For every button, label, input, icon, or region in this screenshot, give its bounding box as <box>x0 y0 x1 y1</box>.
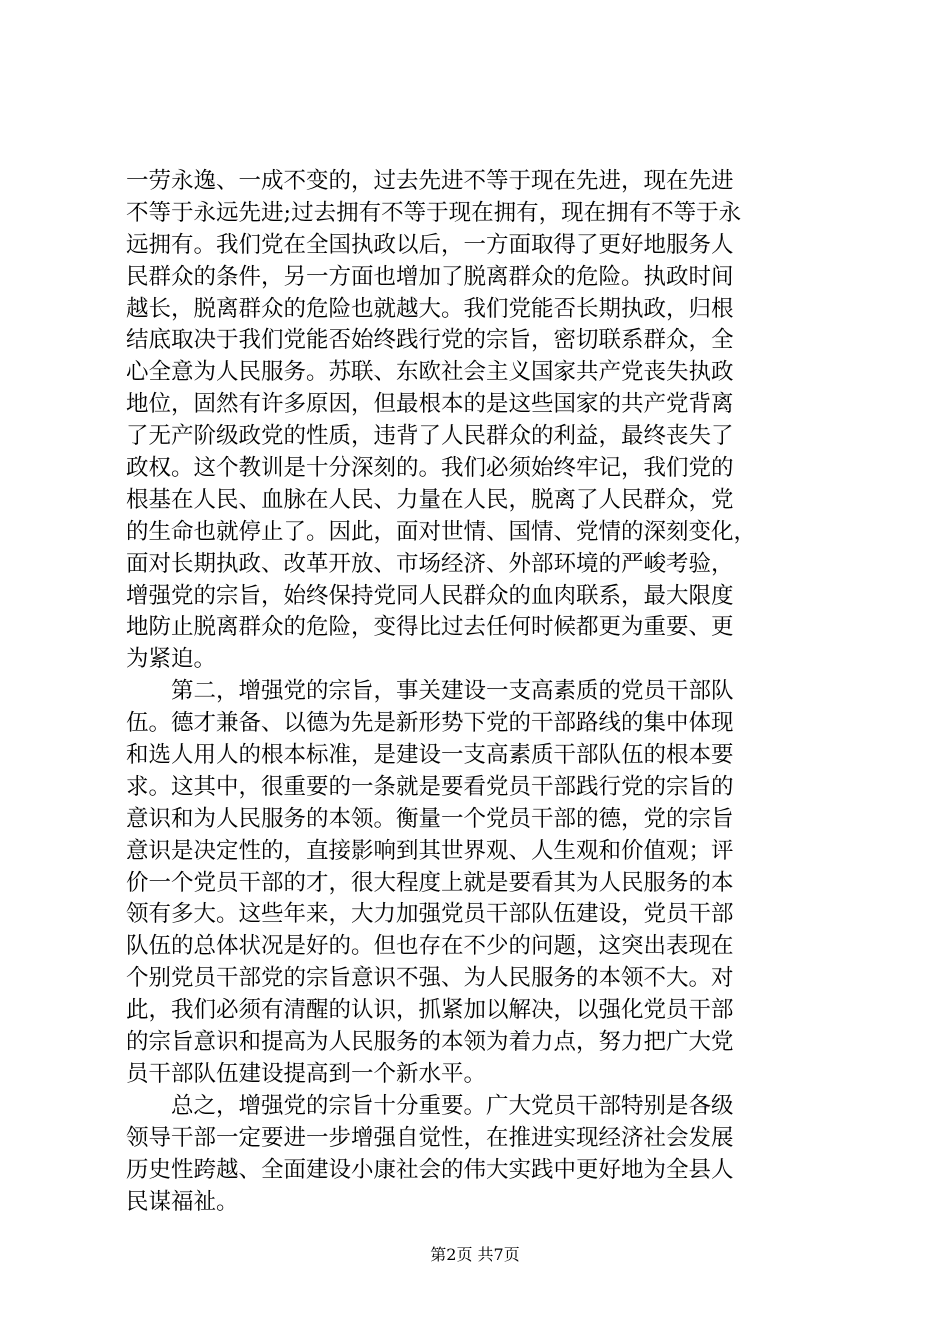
text-line: 领导干部一定要进一步增强自觉性，在推进实现经济社会发展 <box>126 1124 734 1151</box>
text-line: 意识和为人民服务的本领。衡量一个党员干部的德，党的宗旨 <box>126 805 734 832</box>
text-line: 意识是决定性的，直接影响到其世界观、人生观和价值观；评 <box>126 837 734 864</box>
text-line: 面对长期执政、改革开放、市场经济、外部环境的严峻考验， <box>126 550 734 577</box>
text-line: 伍。德才兼备、以德为先是新形势下党的干部路线的集中体现 <box>126 710 734 737</box>
text-line: 了无产阶级政党的性质，违背了人民群众的利益，最终丧失了 <box>126 423 734 450</box>
text-line: 的宗旨意识和提高为人民服务的本领为着力点，努力把广大党 <box>126 1029 734 1056</box>
text-line: 远拥有。我们党在全国执政以后，一方面取得了更好地服务人 <box>126 231 734 258</box>
text-line: 历史性跨越、全面建设小康社会的伟大实践中更好地为全县人 <box>126 1156 734 1183</box>
text-line: 越长，脱离群众的危险也就越大。我们党能否长期执政，归根 <box>126 295 734 322</box>
text-line: 领有多大。这些年来，大力加强党员干部队伍建设，党员干部 <box>126 901 734 928</box>
text-line: 心全意为人民服务。苏联、东欧社会主义国家共产党丧失执政 <box>126 359 734 386</box>
text-line: 地位，固然有许多原因，但最根本的是这些国家的共产党背离 <box>126 391 734 418</box>
text-line: 地防止脱离群众的危险，变得比过去任何时候都更为重要、更 <box>126 614 734 641</box>
text-line: 为紧迫。 <box>126 646 217 673</box>
text-line: 的生命也就停止了。因此，面对世情、国情、党情的深刻变化， <box>126 518 757 545</box>
body-text <box>126 166 846 1218</box>
text-line: 队伍的总体状况是好的。但也存在不少的问题，这突出表现在 <box>126 933 734 960</box>
text-line: 第二，增强党的宗旨，事关建设一支高素质的党员干部队 <box>126 678 734 705</box>
text-line: 民群众的条件，另一方面也增加了脱离群众的危险。执政时间 <box>126 263 734 290</box>
text-line: 民谋福祉。 <box>126 1188 239 1215</box>
text-line: 增强党的宗旨，始终保持党同人民群众的血肉联系，最大限度 <box>126 582 734 609</box>
text-line: 此，我们必须有清醒的认识，抓紧加以解决，以强化党员干部 <box>126 997 734 1024</box>
text-line: 结底取决于我们党能否始终践行党的宗旨，密切联系群众，全 <box>126 327 734 354</box>
page-footer <box>0 1245 950 1265</box>
text-line: 员干部队伍建设提高到一个新水平。 <box>126 1060 487 1087</box>
text-line: 不等于永远先进;过去拥有不等于现在拥有，现在拥有不等于永 <box>126 199 742 226</box>
page-number-label: 第2页 共7页 <box>430 1245 520 1264</box>
text-line: 价一个党员干部的才，很大程度上就是要看其为人民服务的本 <box>126 869 734 896</box>
text-line: 个别党员干部党的宗旨意识不强、为人民服务的本领不大。对 <box>126 965 734 992</box>
text-line: 总之，增强党的宗旨十分重要。广大党员干部特别是各级 <box>126 1092 734 1119</box>
text-line: 一劳永逸、一成不变的，过去先进不等于现在先进，现在先进 <box>126 168 734 194</box>
text-line: 求。这其中，很重要的一条就是要看党员干部践行党的宗旨的 <box>126 773 734 800</box>
text-line: 和选人用人的根本标准，是建设一支高素质干部队伍的根本要 <box>126 742 734 769</box>
text-line: 政权。这个教训是十分深刻的。我们必须始终牢记，我们党的 <box>126 455 734 482</box>
text-line: 根基在人民、血脉在人民、力量在人民，脱离了人民群众，党 <box>126 486 734 513</box>
